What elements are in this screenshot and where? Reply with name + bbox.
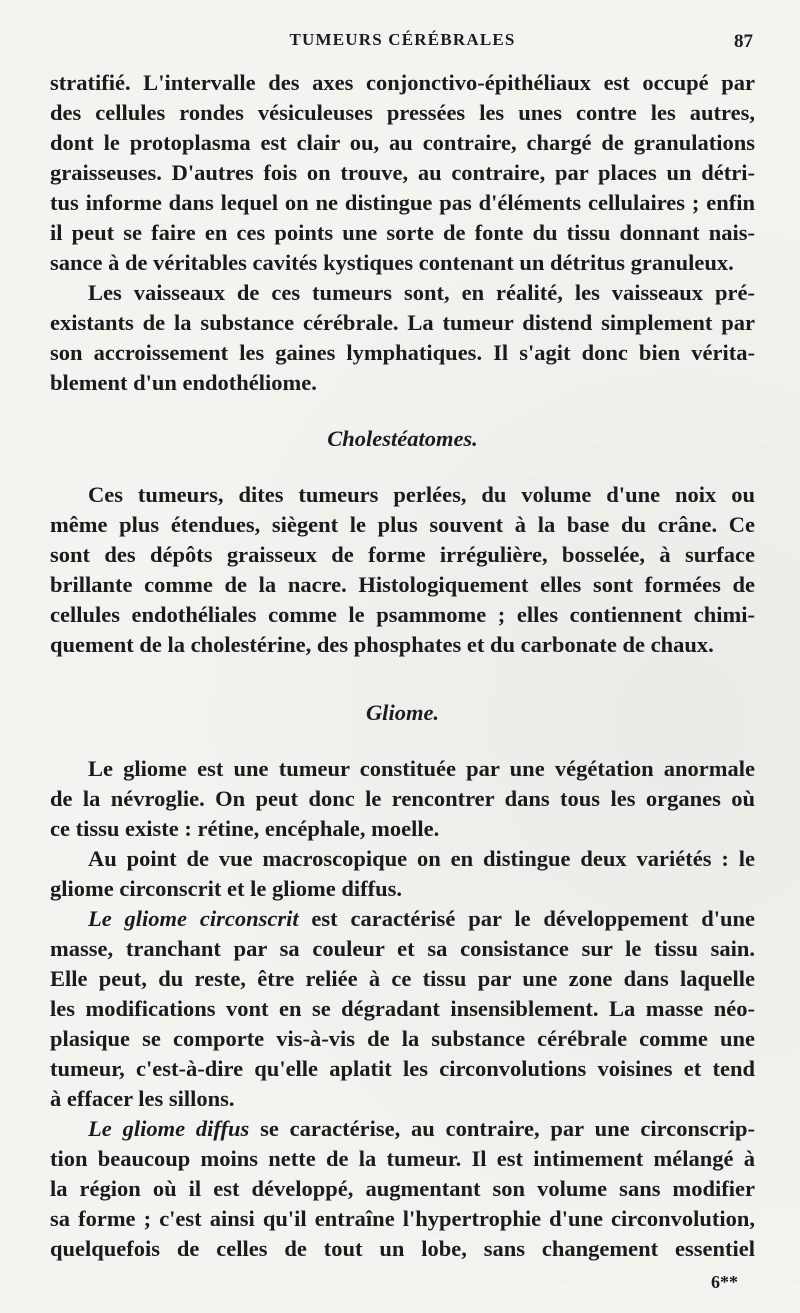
text-line: tumeur, c'est-à-dire qu'elle aplatit les circonvolutions voisines et tend xyxy=(50,1056,755,1081)
text-line: la région où il est développé, augmentant son volume sans modifier xyxy=(50,1176,755,1201)
text-line: plasique se comporte vis-à-vis de la substance cérébrale comme une xyxy=(50,1026,755,1051)
paragraph-2 xyxy=(50,278,755,398)
text-line: Les vaisseaux de ces tumeurs sont, en réalité, les vaisseaux pré- xyxy=(88,280,755,305)
line-rest: est caractérisé par le développement d'une xyxy=(298,906,755,931)
text-line: de la névroglie. On peut donc le rencontrer dans tous les organes où xyxy=(50,786,755,811)
text-line: tus informe dans lequel on ne distingue pas d'éléments cellulaires ; enfin xyxy=(50,190,755,215)
paragraph-4 xyxy=(50,754,755,844)
italic-term: Le gliome circonscrit xyxy=(88,906,299,931)
text-line: sont des dépôts graisseux de forme irrégulière, bosselée, à surface xyxy=(50,542,755,567)
line-rest: se caractérise, au contraire, par une circonscrip- xyxy=(249,1116,755,1141)
text-line: des cellules rondes vésiculeuses pressées les unes contre les autres, xyxy=(50,100,755,125)
running-head: TUMEURS CÉRÉBRALES xyxy=(289,30,516,49)
paragraph-6 xyxy=(50,904,755,1114)
text-line: quelquefois de celles de tout un lobe, sans changement essentiel xyxy=(50,1236,755,1261)
text-line: Le gliome est une tumeur constituée par une végétation anormale xyxy=(88,756,755,781)
text-line: ce tissu existe : rétine, encéphale, moelle. xyxy=(50,816,440,841)
text-line: masse, tranchant par sa couleur et sa consistance sur le tissu sain. xyxy=(50,936,755,961)
text-line: blement d'un endothéliome. xyxy=(50,370,317,395)
paragraph-3 xyxy=(50,480,755,660)
text-line: Ces tumeurs, dites tumeurs perlées, du volume d'une noix ou xyxy=(88,482,755,507)
page-number: 87 xyxy=(734,31,753,52)
paragraph-5 xyxy=(50,844,755,904)
text-line: quement de la cholestérine, des phosphates et du carbonate de chaux. xyxy=(50,632,714,657)
text-line: à effacer les sillons. xyxy=(50,1086,235,1111)
text-line: sance à de véritables cavités kystiques contenant un détritus granuleux. xyxy=(50,250,734,275)
signature-mark: 6** xyxy=(711,1272,738,1292)
text-line: tion beaucoup moins nette de la tumeur. Il est intimement mélangé à xyxy=(50,1146,755,1171)
text-line xyxy=(50,1114,755,1144)
text-line: Elle peut, du reste, être reliée à ce tissu par une zone dans laquelle xyxy=(50,966,755,991)
text-line: brillante comme de la nacre. Histologiquement elles sont formées de xyxy=(50,572,755,597)
text-line: cellules endothéliales comme le psammome ; elles contiennent chimi- xyxy=(50,602,755,627)
italic-term: Le gliome diffus xyxy=(88,1116,250,1141)
body-text xyxy=(50,68,755,1264)
text-line: Au point de vue macroscopique on en distingue deux variétés : le xyxy=(88,846,755,871)
section-title-cholesteatomes: Cholestéatomes. xyxy=(327,426,478,451)
paragraph-7 xyxy=(50,1114,755,1264)
text-line: gliome circonscrit et le gliome diffus. xyxy=(50,876,402,901)
text-line: stratifié. L'intervalle des axes conjonctivo-épithéliaux est occupé par xyxy=(50,70,755,95)
text-line: sa forme ; c'est ainsi qu'il entraîne l'hypertrophie d'une circonvolution, xyxy=(50,1206,755,1231)
text-line xyxy=(50,904,755,934)
paragraph-1 xyxy=(50,68,755,278)
text-line: son accroissement les gaines lymphatiques. Il s'agit donc bien vérita- xyxy=(50,340,755,365)
text-line: dont le protoplasma est clair ou, au contraire, chargé de granulations xyxy=(50,130,755,155)
text-line: il peut se faire en ces points une sorte de fonte du tissu donnant nais- xyxy=(50,220,755,245)
text-line: graisseuses. D'autres fois on trouve, au contraire, par places un détri- xyxy=(50,160,755,185)
text-line: même plus étendues, siègent le plus souvent à la base du crâne. Ce xyxy=(50,512,755,537)
page-header xyxy=(50,30,755,60)
text-line: les modifications vont en se dégradant insensiblement. La masse néo- xyxy=(50,996,755,1021)
section-title-gliome: Gliome. xyxy=(365,700,440,725)
text-line: existants de la substance cérébrale. La tumeur distend simplement par xyxy=(50,310,755,335)
